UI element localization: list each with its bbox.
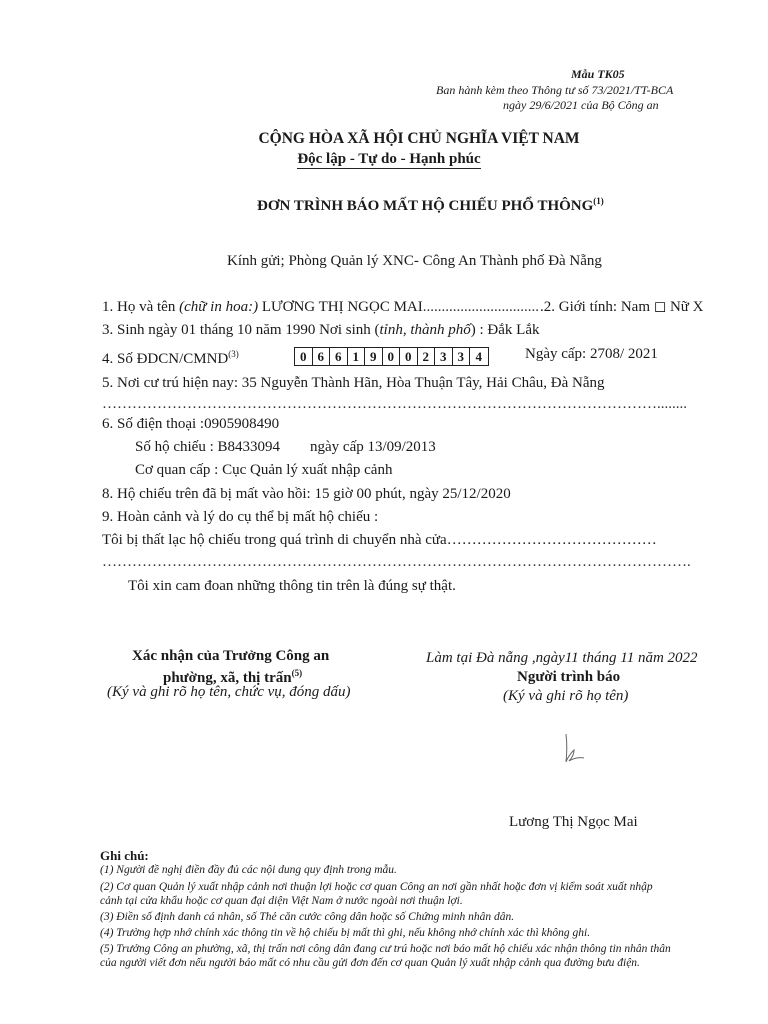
handwritten-signature <box>552 728 602 778</box>
id-digit-box: 3 <box>435 348 453 365</box>
field-id-label <box>102 345 239 368</box>
note-4: (4) Trường hợp nhớ chính xác thông tin về hộ chiếu bị mất thì ghi, nếu không nhớ chính xác thì không ghi. <box>100 927 591 939</box>
motto-text: Độc lập - Tự do - Hạnh phúc <box>297 151 481 167</box>
id-note-ref: (3) <box>228 349 239 359</box>
left-sign-note-ref: (5) <box>291 668 303 678</box>
note-1: (1) Người đề nghị điền đầy đủ các nội dung quy định trong mẫu. <box>100 864 397 876</box>
commitment-statement: Tôi xin cam đoan những thông tin trên là đúng sự thật. <box>128 578 456 594</box>
title-note-ref: (1) <box>593 196 604 206</box>
id-digit-box: 2 <box>418 348 436 365</box>
reporter-role: Người trình báo <box>517 669 621 685</box>
field-gender: .2. Giới tính: Nam ◻ Nữ X <box>540 299 704 315</box>
circumstance-dotted-line: ………………………………………………………………………………………………………. <box>102 554 691 570</box>
id-label: 4. Số ĐDCN/CMND <box>102 351 229 367</box>
reporter-name: Lương Thị Ngọc Mai <box>509 814 638 830</box>
note-5a: (5) Trưởng Công an phường, xã, thị trấn nơi công dân đang cư trú hoặc nơi báo mất hộ chiếu xác nhận thông tin nhân thân <box>100 943 671 955</box>
field-circumstance: 9. Hoàn cảnh và lý do cụ thể bị mất hộ chiếu : <box>102 509 379 525</box>
country-name: CỘNG HÒA XÃ HỘI CHỦ NGHĨA VIỆT NAM <box>258 130 580 147</box>
left-sign-title: Xác nhận của Trưởng Công an <box>132 648 330 664</box>
field-lost-time: 8. Hộ chiếu trên đã bị mất vào hồi: 15 giờ 00 phút, ngày 25/12/2020 <box>102 486 511 502</box>
field-full-name <box>102 298 539 316</box>
id-digit-box: 1 <box>348 348 366 365</box>
id-digit-box: 6 <box>330 348 348 365</box>
field-birth <box>102 321 540 339</box>
reporter-hint: (Ký và ghi rõ họ tên) <box>503 688 629 704</box>
id-issue-date: Ngày cấp: 2708/ 2021 <box>525 346 658 362</box>
full-name-dots: ............................... <box>422 299 540 315</box>
place-and-date: Làm tại Đà nẵng ,ngày11 tháng 11 năm 2022 <box>426 650 698 666</box>
note-2b: cảnh tại cửa khẩu hoặc cơ quan đại diện Việt Nam ở nước ngoài nơi thuận lợi. <box>100 895 463 907</box>
left-sign-hint: (Ký và ghi rõ họ tên, chức vụ, đóng dấu) <box>107 684 351 700</box>
birth-prefix: 3. Sinh ngày 01 tháng 10 năm 1990 Nơi sinh ( <box>102 322 380 338</box>
id-digit-box: 0 <box>400 348 418 365</box>
field-passport-number: Số hộ chiếu : B8433094 ngày cấp 13/09/2013 <box>135 439 436 455</box>
birth-suffix: ) : Đắk Lắk <box>470 322 540 338</box>
motto <box>0 151 768 168</box>
residence-dotted-line: …………………………………………………………………………………………………........ <box>102 396 687 412</box>
left-sign-subtitle-text: phường, xã, thị trấn <box>163 670 292 686</box>
id-digit-box: 3 <box>453 348 471 365</box>
id-digit-box: 4 <box>475 349 482 364</box>
field-phone: 6. Số điện thoại :0905908490 <box>102 416 280 432</box>
id-digit-box: 6 <box>313 348 331 365</box>
issued-line-2: ngày 29/6/2021 của Bộ Công an <box>503 98 659 112</box>
document-title <box>257 196 604 215</box>
id-number-boxes <box>294 347 489 366</box>
birth-place-hint: tỉnh, thành phố <box>379 322 471 338</box>
note-5b: của người viết đơn nếu người báo mất có nhu cầu gửi đơn đến cơ quan Quản lý xuất nhập cảnh qua đường bưu điện. <box>100 957 640 969</box>
issued-line-1: Ban hành kèm theo Thông tư số 73/2021/TT-BCA <box>436 83 674 97</box>
field-issuer: Cơ quan cấp : Cục Quản lý xuất nhập cảnh <box>135 462 393 478</box>
form-code: Mẫu TK05 <box>571 67 625 81</box>
notes-list <box>100 863 671 970</box>
id-digit-box: 9 <box>365 348 383 365</box>
circumstance-detail: Tôi bị thất lạc hộ chiếu trong quá trình di chuyển nhà cửa…………………………………… <box>102 532 657 548</box>
note-2a: (2) Cơ quan Quản lý xuất nhập cảnh nơi thuận lợi hoặc cơ quan Công an nơi gần nhất hoặc đơn vị kiểm soát xuất nhập <box>100 881 653 893</box>
note-3: (3) Điền số định danh cá nhân, số Thẻ căn cước công dân hoặc số Chứng minh nhân dân. <box>100 911 515 923</box>
notes-title: Ghi chú: <box>100 848 149 863</box>
id-digit-box: 0 <box>383 348 401 365</box>
id-digit-box: 0 <box>295 348 313 365</box>
addressee: Kính gửi; Phòng Quản lý XNC- Công An Thành phố Đà Nẵng <box>227 253 602 269</box>
field-residence: 5. Nơi cư trú hiện nay: 35 Nguyễn Thành Hãn, Hòa Thuận Tây, Hải Châu, Đà Nẵng <box>102 375 605 391</box>
document-title-text: ĐƠN TRÌNH BÁO MẤT HỘ CHIẾU PHỔ THÔNG <box>257 198 594 214</box>
full-name-label: 1. Họ và tên <box>102 299 180 315</box>
full-name-hint: (chữ in hoa:) <box>179 299 259 315</box>
full-name-value: LƯƠNG THỊ NGỌC MAI <box>258 299 423 315</box>
